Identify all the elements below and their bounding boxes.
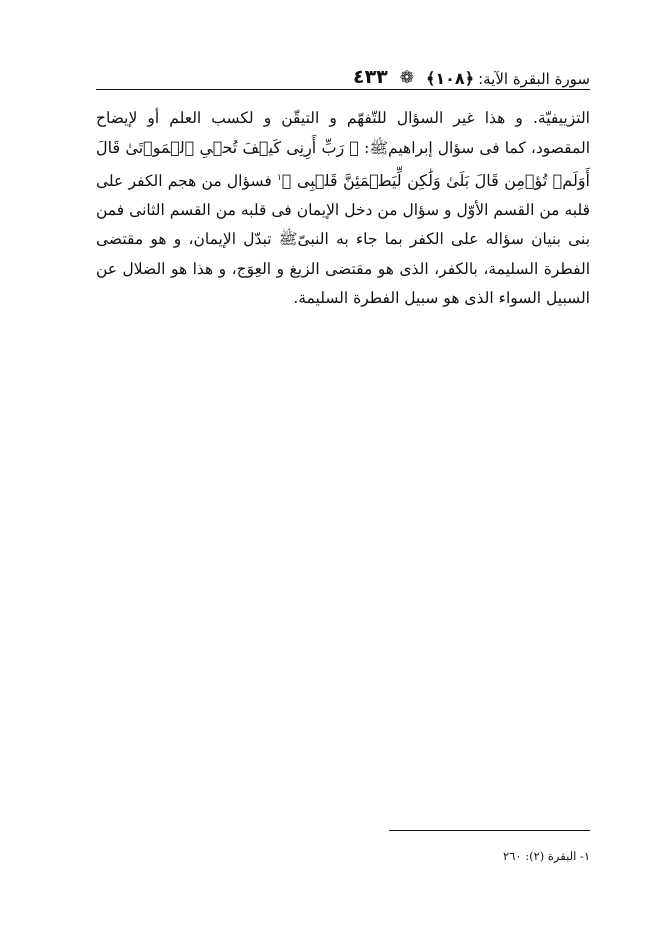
text-line: فسؤال من هجم الكفر على قلبه من القسم: [96, 171, 590, 220]
footnote-rule: [389, 830, 590, 831]
page-number: ٤٣٣: [352, 66, 388, 88]
text-line: الأوّل و سؤال من دخل الإيمان فى قلبه من القسم الثانى فمن بنى بنيان سؤاله: [96, 201, 591, 249]
footnote: ١- البقرة (٢): ٢٦٠: [503, 849, 590, 863]
page-header: [96, 58, 590, 88]
footnote-marker: ١: [277, 172, 282, 183]
quran-quote: ﴿ رَبِّ أَرِنِى كَيۡفَ تُحۡىِ ٱلۡمَوۡتَىٰ قَالَ أَوَلَمۡ تُؤۡمِن قَالَ بَلَىٰ وَلَٰكِن لِّيَطۡمَئِنَّ قَلۡبِى ﴾: [96, 138, 590, 190]
paragraph: [96, 104, 590, 313]
text-line: المقصود، كما فى سؤال إبراهيمﷺ:: [359, 139, 591, 158]
text-line: على الكفر بما جاء به النبىّﷺ تبدّل الإيمان، و هو مقتضى الفطرة السليمة،: [96, 230, 590, 278]
main-text: [96, 104, 590, 313]
text-line: التزييفيّة. و هذا غير السؤال للتّفهّم و التيقّن و لكسب العلم أو لإيضاح: [96, 109, 590, 127]
text-line: الذى هو سبيل الفطرة السليمة.: [293, 288, 494, 307]
verse-reference: ﴿١٠٨﴾: [426, 69, 475, 88]
text-line: بالكفر، الذى هو مقتضى الزيغ و العِوَج، و هذا هو الضلال عن السبيل السواء: [96, 259, 590, 307]
header-rule: [96, 89, 590, 90]
flower-ornament-icon: ❁: [399, 68, 415, 88]
surah-label: سورة البقرة الآية:: [478, 70, 590, 88]
